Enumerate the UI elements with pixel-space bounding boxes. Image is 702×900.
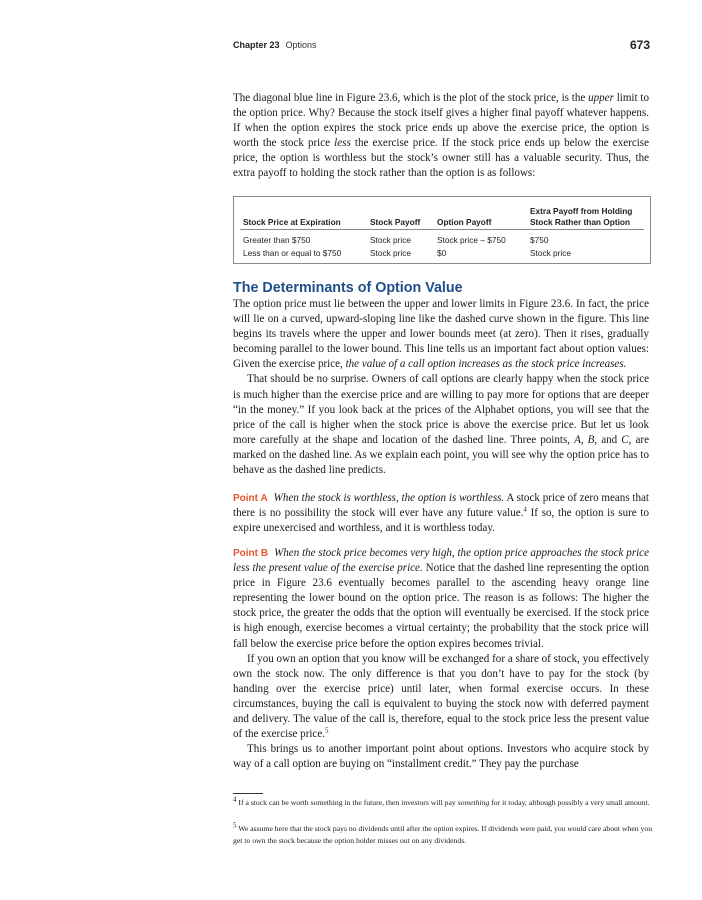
table-cell: Stock price	[530, 248, 572, 258]
point-a-ref: A	[574, 433, 581, 446]
point-b-text: Notice that the dashed line representing the option price in Figure 23.6 eventually becomes parallel to the ascending heavy orange line representing the lower bound on the option price. The reason is as follows: The higher the stock price, the greater the odds that the option will eventually be exercised. If the stock price is high enough, exercise becomes a virtual certainty; the probability that the stock price will fall below the exercise price before the option expires becomes trivial.	[233, 562, 649, 650]
footnote-emphasis: something	[457, 798, 490, 807]
determinants-text: The option price must lie between the upper and lower limits in Figure 23.6. In fact, the price will lie on a curved, upward-sloping line like the dashed curve shown in the figure. This line begins its travels where the upper and lower bounds meet (at zero). Then it rises, gradually becoming parallel to the lower bound. This line tells us an important fact about option values: Given the exercise price,	[233, 298, 649, 371]
intro-emphasis-less: less	[334, 137, 351, 150]
footnote-text: for it today, although possibly a very small amount.	[489, 798, 650, 807]
table-cell: Stock price	[370, 248, 412, 258]
point-a-label: Point A	[233, 493, 268, 504]
brings-paragraph: This brings us to another important point about options. Investors who acquire stock by way of a call option are buying on “installment credit.” They pay the purchase	[233, 743, 649, 771]
section-title: The Determinants of Option Value	[233, 280, 463, 296]
section-label: Options	[285, 40, 317, 50]
own-paragraph	[233, 652, 649, 743]
point-b-ref: B	[587, 433, 595, 446]
running-header	[233, 40, 650, 54]
table-cell: Less than or equal to $750	[243, 248, 342, 258]
surprise-sep: ,	[580, 433, 588, 446]
footnote-ref-4[interactable]: 4	[523, 505, 527, 514]
intro-text-2: limit to the option price. Why? Because the stock itself gives a higher final payoff whatever happens. If when the option expires the stock price ends up above the exercise price, the option is worth the stock price	[233, 92, 649, 150]
table-cell: Stock price – $750	[437, 235, 506, 245]
page-number: 673	[629, 38, 650, 52]
table-cell: $750	[530, 235, 549, 245]
table-header-rule	[240, 229, 644, 230]
point-b-block	[233, 546, 649, 772]
point-b-emphasis: When the stock price becomes very high, the option price approaches the stock price less the present value of the exercise price.	[233, 547, 649, 575]
surprise-paragraph	[233, 372, 649, 478]
intro-emphasis-upper: upper	[588, 92, 614, 104]
surprise-text-1: That should be no surprise. Owners of call options are clearly happy when the stock price is much higher than the exercise price and are willing to pay more for options that are deeper “in the money.” If you look back at the prices of the Alphabet options, you will see that the price of the call is higher when the stock price is above the exercise price. But let us look more carefully at the shape and location of the dashed line. Three points,	[233, 373, 649, 446]
determinants-paragraph	[233, 297, 649, 372]
footnote-ref-5[interactable]: 5	[325, 726, 329, 735]
surprise-text-2: , are marked on the dashed line. As we explain each point, you will see why the option price has to behave as the dashed line predicts.	[233, 433, 649, 477]
intro-paragraph-block	[233, 91, 649, 182]
table-cell: $0	[437, 248, 447, 258]
footnote-text: We assume here that the stock pays no dividends until after the option expires. If dividends were paid, you	[236, 824, 568, 833]
table-header-extra-payoff-2: Stock Rather than Option	[530, 217, 631, 227]
point-b-paragraph	[233, 546, 649, 652]
point-a-text-1: A stock price of zero means that there is no possibility the stock will ever have any future value.	[233, 492, 649, 520]
payoff-table	[233, 196, 651, 264]
intro-text-3: the exercise price. If the stock price ends up below the exercise price, the option is worthless but the stock’s owner still has a valuable security. Thus, the extra payoff to holding the stock rather than the option is as follows:	[233, 137, 649, 180]
intro-paragraph	[233, 91, 649, 182]
point-a-paragraph	[233, 491, 649, 536]
footnote-4	[233, 797, 653, 809]
footnote-number: 5	[233, 821, 237, 830]
table-header-stock-payoff: Stock Payoff	[370, 217, 421, 227]
table-cell: Stock price	[370, 235, 412, 245]
point-a-text-2: If so, the option is sure to expire unexercised and worthless, and it is worthless today.	[233, 507, 650, 535]
point-a-emphasis: When the stock is worthless, the option is worthless.	[273, 492, 505, 504]
chapter-label: Chapter 23	[233, 40, 280, 50]
footnote-rule	[233, 793, 263, 794]
surprise-sep: , and	[594, 433, 622, 446]
footnote-5	[233, 823, 653, 846]
footnote-text: If a stock can be worth something in the future, then investors will pay	[236, 798, 458, 807]
determinants-emphasis: the value of a call option increases as the stock price increases.	[345, 358, 627, 371]
footnote-emphasis: would	[567, 824, 587, 833]
determinants-block	[233, 297, 649, 478]
table-header-extra-payoff-1: Extra Payoff from Holding	[530, 206, 633, 216]
point-c-ref: C	[621, 433, 629, 446]
table-header-option-payoff: Option Payoff	[437, 217, 492, 227]
point-a-block	[233, 491, 649, 536]
footnote-text: care about when you get to own the stock because the option holder misses out on any dividends.	[233, 824, 653, 845]
footnote-number: 4	[233, 795, 237, 804]
own-text: If you own an option that you know will be exchanged for a share of stock, you effectively own the stock now. The only difference is that you don’t have to pay for the stock (by handing over the exercise price) until later, when formal exercise occurs. In these circumstances, buying the call is equivalent to buying the stock now with deferred payment and delivery. The value of the call is, therefore, equal to the stock price less the present value of the exercise price.	[233, 652, 649, 741]
point-b-label: Point B	[233, 548, 269, 559]
table-header-stock-price: Stock Price at Expiration	[243, 217, 341, 227]
table-cell: Greater than $750	[243, 235, 311, 245]
intro-text-1: The diagonal blue line in Figure 23.6, which is the plot of the stock price, is the	[233, 92, 589, 104]
